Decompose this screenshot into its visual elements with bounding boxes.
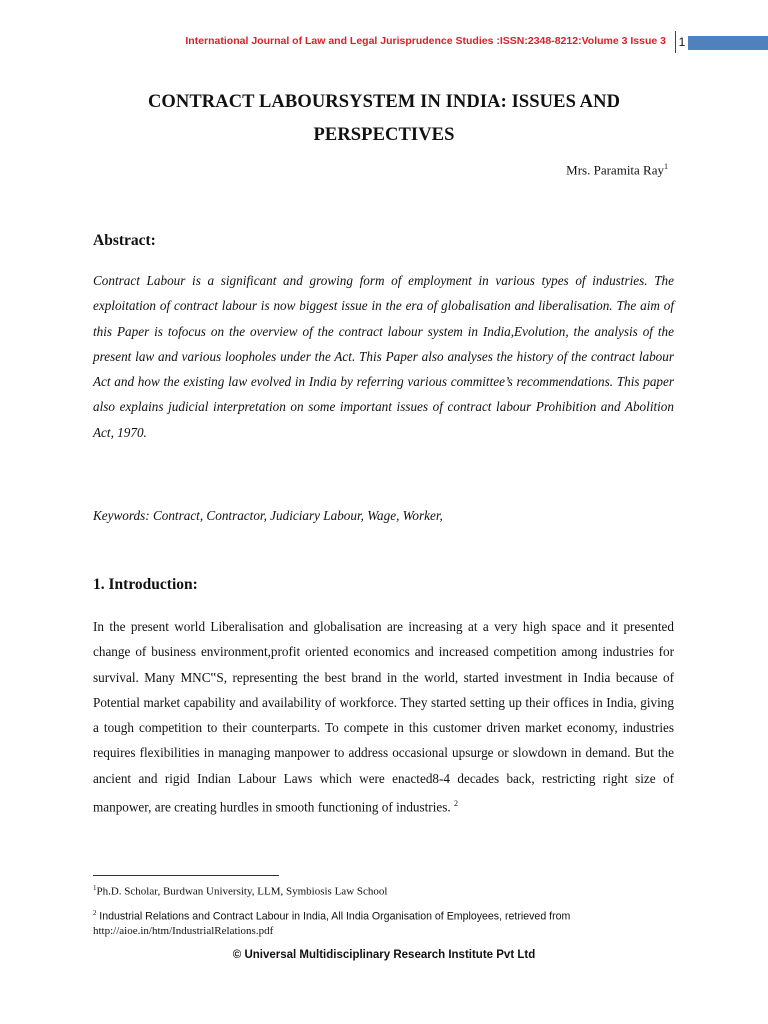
- footnote-2-url[interactable]: http://aioe.in/htm/IndustrialRelations.pdf: [93, 924, 274, 937]
- abstract-text: Contract Labour is a significant and growing form of employment in various types of industries. The exploitation of contract labour is now biggest issue in the era of globalisation and liberalisation. The aim of this Paper is tofocus on the overview of the contract labour system in India,Evolution, the analysis of the present law and various loopholes under the Act. This Paper also analyses the history of the contract labour Act and how the existing law evolved in India by referring various committee’s recommendations. This paper also explains judicial interpretation on some important issues of contract labour Prohibition and Abolition Act, 1970.: [93, 273, 674, 440]
- keywords: Keywords: Contract, Contractor, Judiciary Labour, Wage, Worker,: [93, 508, 443, 523]
- page-number: 1: [675, 31, 688, 53]
- introduction-footnote-ref: 2: [453, 799, 458, 809]
- introduction-paragraph: [93, 614, 674, 820]
- title-line-2: PERSPECTIVES: [313, 125, 455, 145]
- footnote-2-ref: 2: [93, 909, 97, 917]
- introduction-heading: 1. Introduction:: [93, 576, 198, 593]
- footnote-divider: [93, 875, 279, 876]
- copyright-footer: © Universal Multidisciplinary Research Institute Pvt Ltd: [232, 949, 536, 961]
- author-footnote-ref: 1: [664, 162, 668, 171]
- footnote-1-ref: 1: [93, 884, 97, 892]
- footnote-1: [93, 884, 387, 898]
- page-number-bar: [688, 36, 768, 50]
- author: [566, 162, 668, 178]
- footnote-2-text: Industrial Relations and Contract Labour in India, All India Organisation of Employees, retrieved from: [99, 910, 571, 923]
- journal-header: International Journal of Law and Legal Jurisprudence Studies :ISSN:2348-8212:Volume 3 Issue 3: [185, 35, 666, 47]
- footnote-1-text: Ph.D. Scholar, Burdwan University, LLM, Symbiosis Law School: [96, 885, 388, 898]
- introduction-text: In the present world Liberalisation and globalisation are increasing at a very high space and it presented change of business environment,profit oriented economics and increased competition among industries for survival. Many MNC‟S, representing the best brand in the world, started investment in India because of Potential market capability and availability of workforce. They started setting up their offices in India, giving a tough competition to their counterparts. To compete in this customer driven market economy, industries requires flexibilities in managing manpower to address occasional upsurge or slowdown in demand. But the ancient and rigid Indian Labour Laws which were enacted8-4 decades back, restricting right size of manpower, are creating hurdles in smooth functioning of industries.: [93, 619, 674, 815]
- footnote-2: [93, 906, 653, 938]
- author-name: Mrs. Paramita Ray: [566, 162, 664, 178]
- title-line-1: CONTRACT LABOURSYSTEM IN INDIA: ISSUES AND: [147, 92, 621, 112]
- paper-title: [80, 86, 688, 152]
- abstract-heading: Abstract:: [93, 232, 156, 249]
